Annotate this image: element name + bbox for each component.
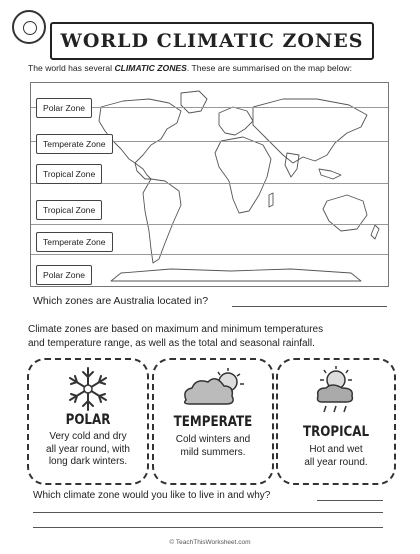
polar-desc-line: Very cold and dry: [49, 431, 127, 442]
tropical-desc-line: all year round.: [304, 456, 368, 468]
brand-logo-icon: [12, 10, 46, 44]
temperate-title: TEMPERATE: [173, 414, 253, 430]
polar-card: [27, 358, 149, 485]
polar-description: [29, 431, 147, 469]
answer-line-q1[interactable]: [232, 306, 387, 307]
footer-credit: © TeachThisWorksheet.com: [169, 539, 251, 546]
answer-line[interactable]: [33, 512, 383, 513]
answer-line-q2[interactable]: [317, 500, 383, 501]
zone-boundary: [31, 254, 388, 255]
zone-label-temperate-north: Temperate Zone: [36, 134, 113, 154]
intro-text-end: . These are summarised on the map below:: [186, 63, 352, 73]
zone-label-polar-south: Polar Zone: [36, 265, 92, 285]
temperate-card: [152, 358, 274, 485]
intro-text-start: The world has several: [28, 63, 115, 73]
tropical-card: [276, 358, 396, 485]
zone-label-tropical-south: Tropical Zone: [36, 200, 102, 220]
tropical-description: [278, 444, 394, 469]
climate-explanation-line: Climate zones are based on maximum and minimum temperatures: [28, 324, 324, 335]
question-australia-zones: Which zones are Australia located in?: [33, 295, 209, 307]
zone-label-temperate-south: Temperate Zone: [36, 232, 113, 252]
tropical-title: TROPICAL: [302, 424, 370, 440]
polar-title: POLAR: [65, 412, 111, 428]
page-title-box: [50, 22, 374, 60]
tropical-desc-line: Hot and wet: [309, 444, 363, 455]
world-map: [30, 82, 389, 287]
climate-explanation: [28, 323, 398, 351]
zone-label-tropical-north: Tropical Zone: [36, 164, 102, 184]
sun-cloud-icon: [176, 366, 250, 412]
sun-rain-icon: [306, 364, 366, 414]
temperate-desc-line: mild summers.: [180, 446, 246, 458]
temperate-description: [154, 434, 272, 459]
answer-line[interactable]: [33, 527, 383, 528]
polar-desc-line: all year round, with: [46, 443, 130, 455]
smiley-icon: [23, 21, 37, 35]
zone-boundary: [31, 224, 388, 225]
temperate-desc-line: Cold winters and: [175, 434, 251, 445]
zone-label-polar-north: Polar Zone: [36, 98, 92, 118]
intro-text: [28, 63, 408, 73]
snowflake-icon: [63, 364, 113, 414]
page-title: WORLD CLIMATIC ZONES: [60, 30, 364, 52]
intro-emphasis: CLIMATIC ZONES: [114, 63, 187, 73]
climate-explanation-line: and temperature range, as well as the total and seasonal rainfall.: [28, 338, 315, 349]
polar-desc-line: long dark winters.: [48, 456, 128, 467]
question-preferred-zone: Which climate zone would you like to live in and why?: [33, 490, 271, 501]
